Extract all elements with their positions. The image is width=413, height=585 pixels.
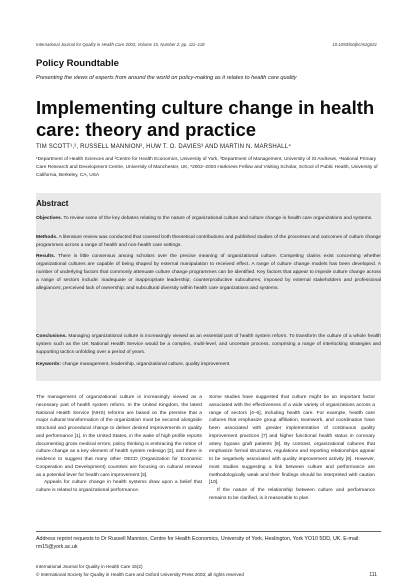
body-paragraph: Some studies have suggested that culture might be an important factor associated with the effectiveness of a wide variety of organizations across a range of sectors [4–6], including health care. For example, health care cultures that emphasize group affiliation, teamwork, and coordination have been associated with greater implementation of continuous quality improvement practices [7] and higher functional health status in coronary artery bypass graft patients [8]. By contrast, organizational cultures that emphasize formal structures, regulations and reporting relationships appear to be negatively associated with quality improvement activity [9]. However, most studies suggesting a link between culture and performance are methodologically weak and their findings should be interpreted with caution [10]. (209, 395, 375, 486)
address-divider (36, 531, 381, 532)
keywords-text: change management, leadership, organizational culture, quality improvement (61, 362, 230, 367)
keywords-label: Keywords: (36, 362, 62, 367)
running-header-journal: International Journal for Quality in Health Care 2003; Volume 15, Number 2: pp. 111–118 (36, 42, 205, 47)
abstract-heading: Abstract (36, 199, 69, 208)
body-right-column (209, 394, 375, 503)
footer-journal: International Journal for Quality in Health Care 15(2) (36, 564, 143, 569)
article-title: Implementing culture change in health care: theory and practice (36, 97, 375, 140)
running-header (36, 42, 377, 47)
running-header-doi: 10.1093/intqhc/mzg021 (332, 42, 377, 47)
body-paragraph: Appeals for culture change in health systems draw upon a belief that culture is related to organizational performance. (36, 480, 202, 493)
abstract-conclusions (36, 333, 381, 357)
abstract-results (36, 253, 381, 293)
conclusions-label: Conclusions. (36, 334, 67, 339)
abstract-box (36, 193, 381, 381)
body-left-column (36, 394, 202, 495)
methods-label: Methods. (36, 235, 58, 240)
objectives-text: To review some of the key debates relating to the nature of organizational culture and culture change in health care organizations and systems. (62, 216, 373, 221)
abstract-methods (36, 234, 381, 250)
results-label: Results. (36, 254, 56, 259)
footer-copyright: © International Society for Quality in Health Care and Oxford University Press 2003; all rights reserved (36, 572, 244, 577)
objectives-label: Objectives. (36, 216, 63, 221)
section-description: Presenting the views of experts from around the world on policy-making as it relates to health care quality (36, 75, 297, 81)
methods-text: A literature review was conducted that covered both theoretical contributions and published studies of the processes and outcomes of culture change programmes across a range of health and non-health care settings. (36, 235, 381, 248)
body-paragraph: If the nature of the relationship between culture and performance remains to be clarified, is it reasonable to plan (209, 488, 375, 501)
conclusions-text: Managing organizational culture is increasingly viewed as an essential part of health system reform. To transform the culture of a whole health system such as the UK National Health Service would be a complex, multi-level, and uncertain process, comprising a range of interlocking strategies and supporting tactics unfolding over a period of years. (36, 334, 381, 355)
abstract-objectives (36, 215, 381, 223)
page-number: 111 (369, 572, 377, 578)
article-authors: TIM SCOTT¹,², RUSSELL MANNION², HUW T. O. DAVIES³ AND MARTIN N. MARSHALL⁴ (36, 144, 291, 150)
article-affiliations: ¹Department of Health Sciences and ²Centre for Health Economics, University of York, ³Department of Management, University of St Andrews, ⁴National Primary Care Research and Development Centre, University of Manchester, UK, ⁵2002–2003 Harkness Fellow and Visiting Scholar, School of Public Health, University of California, Berkeley, CA, USA (36, 157, 378, 178)
section-label: Policy Roundtable (36, 58, 119, 69)
abstract-keywords (36, 361, 381, 369)
body-paragraph: The management of organizational culture is increasingly viewed as a necessary part of health system reform. In the United Kingdom, the latest National Health Service (NHS) reforms are based on the premise that a major cultural transformation of the organization must be secured alongside structural and procedural change to deliver desired improvements in quality and performance [1]. In the United States, in the wake of high profile reports documenting gross medical errors, policy thinking is embracing the notion of culture change as a key element of health system redesign [2], and there is evidence to suggest that many other OECD (Organization for Economic Cooperation and Development) countries are focusing on cultural renewal as a potential lever for health care improvement [3]. (36, 395, 202, 478)
results-text: There is little consensus among scholars over the precise meaning of organizational culture. Competing claims exist concerning whether organizational cultures are capable of being shaped by external manipulation to received effect. A range of culture change models has been developed. A number of underlying factors that commonly attenuate culture change programmes can be identified. Key factors that appear to impede culture change across a range of sectors include: inadequate or inappropriate leadership; counterproductive subcultures; imposed by external stakeholders and professional allegiances; perceived lack of ownership; and subcultural diversity within health care organizations and systems. (36, 254, 381, 291)
correspondence-address: Address reprint requests to Dr Russell Mannion, Centre for Health Economics, University of York, Heslington, York YO10 5DD, UK. E-mail: rm15@york.ac.uk (36, 536, 360, 551)
